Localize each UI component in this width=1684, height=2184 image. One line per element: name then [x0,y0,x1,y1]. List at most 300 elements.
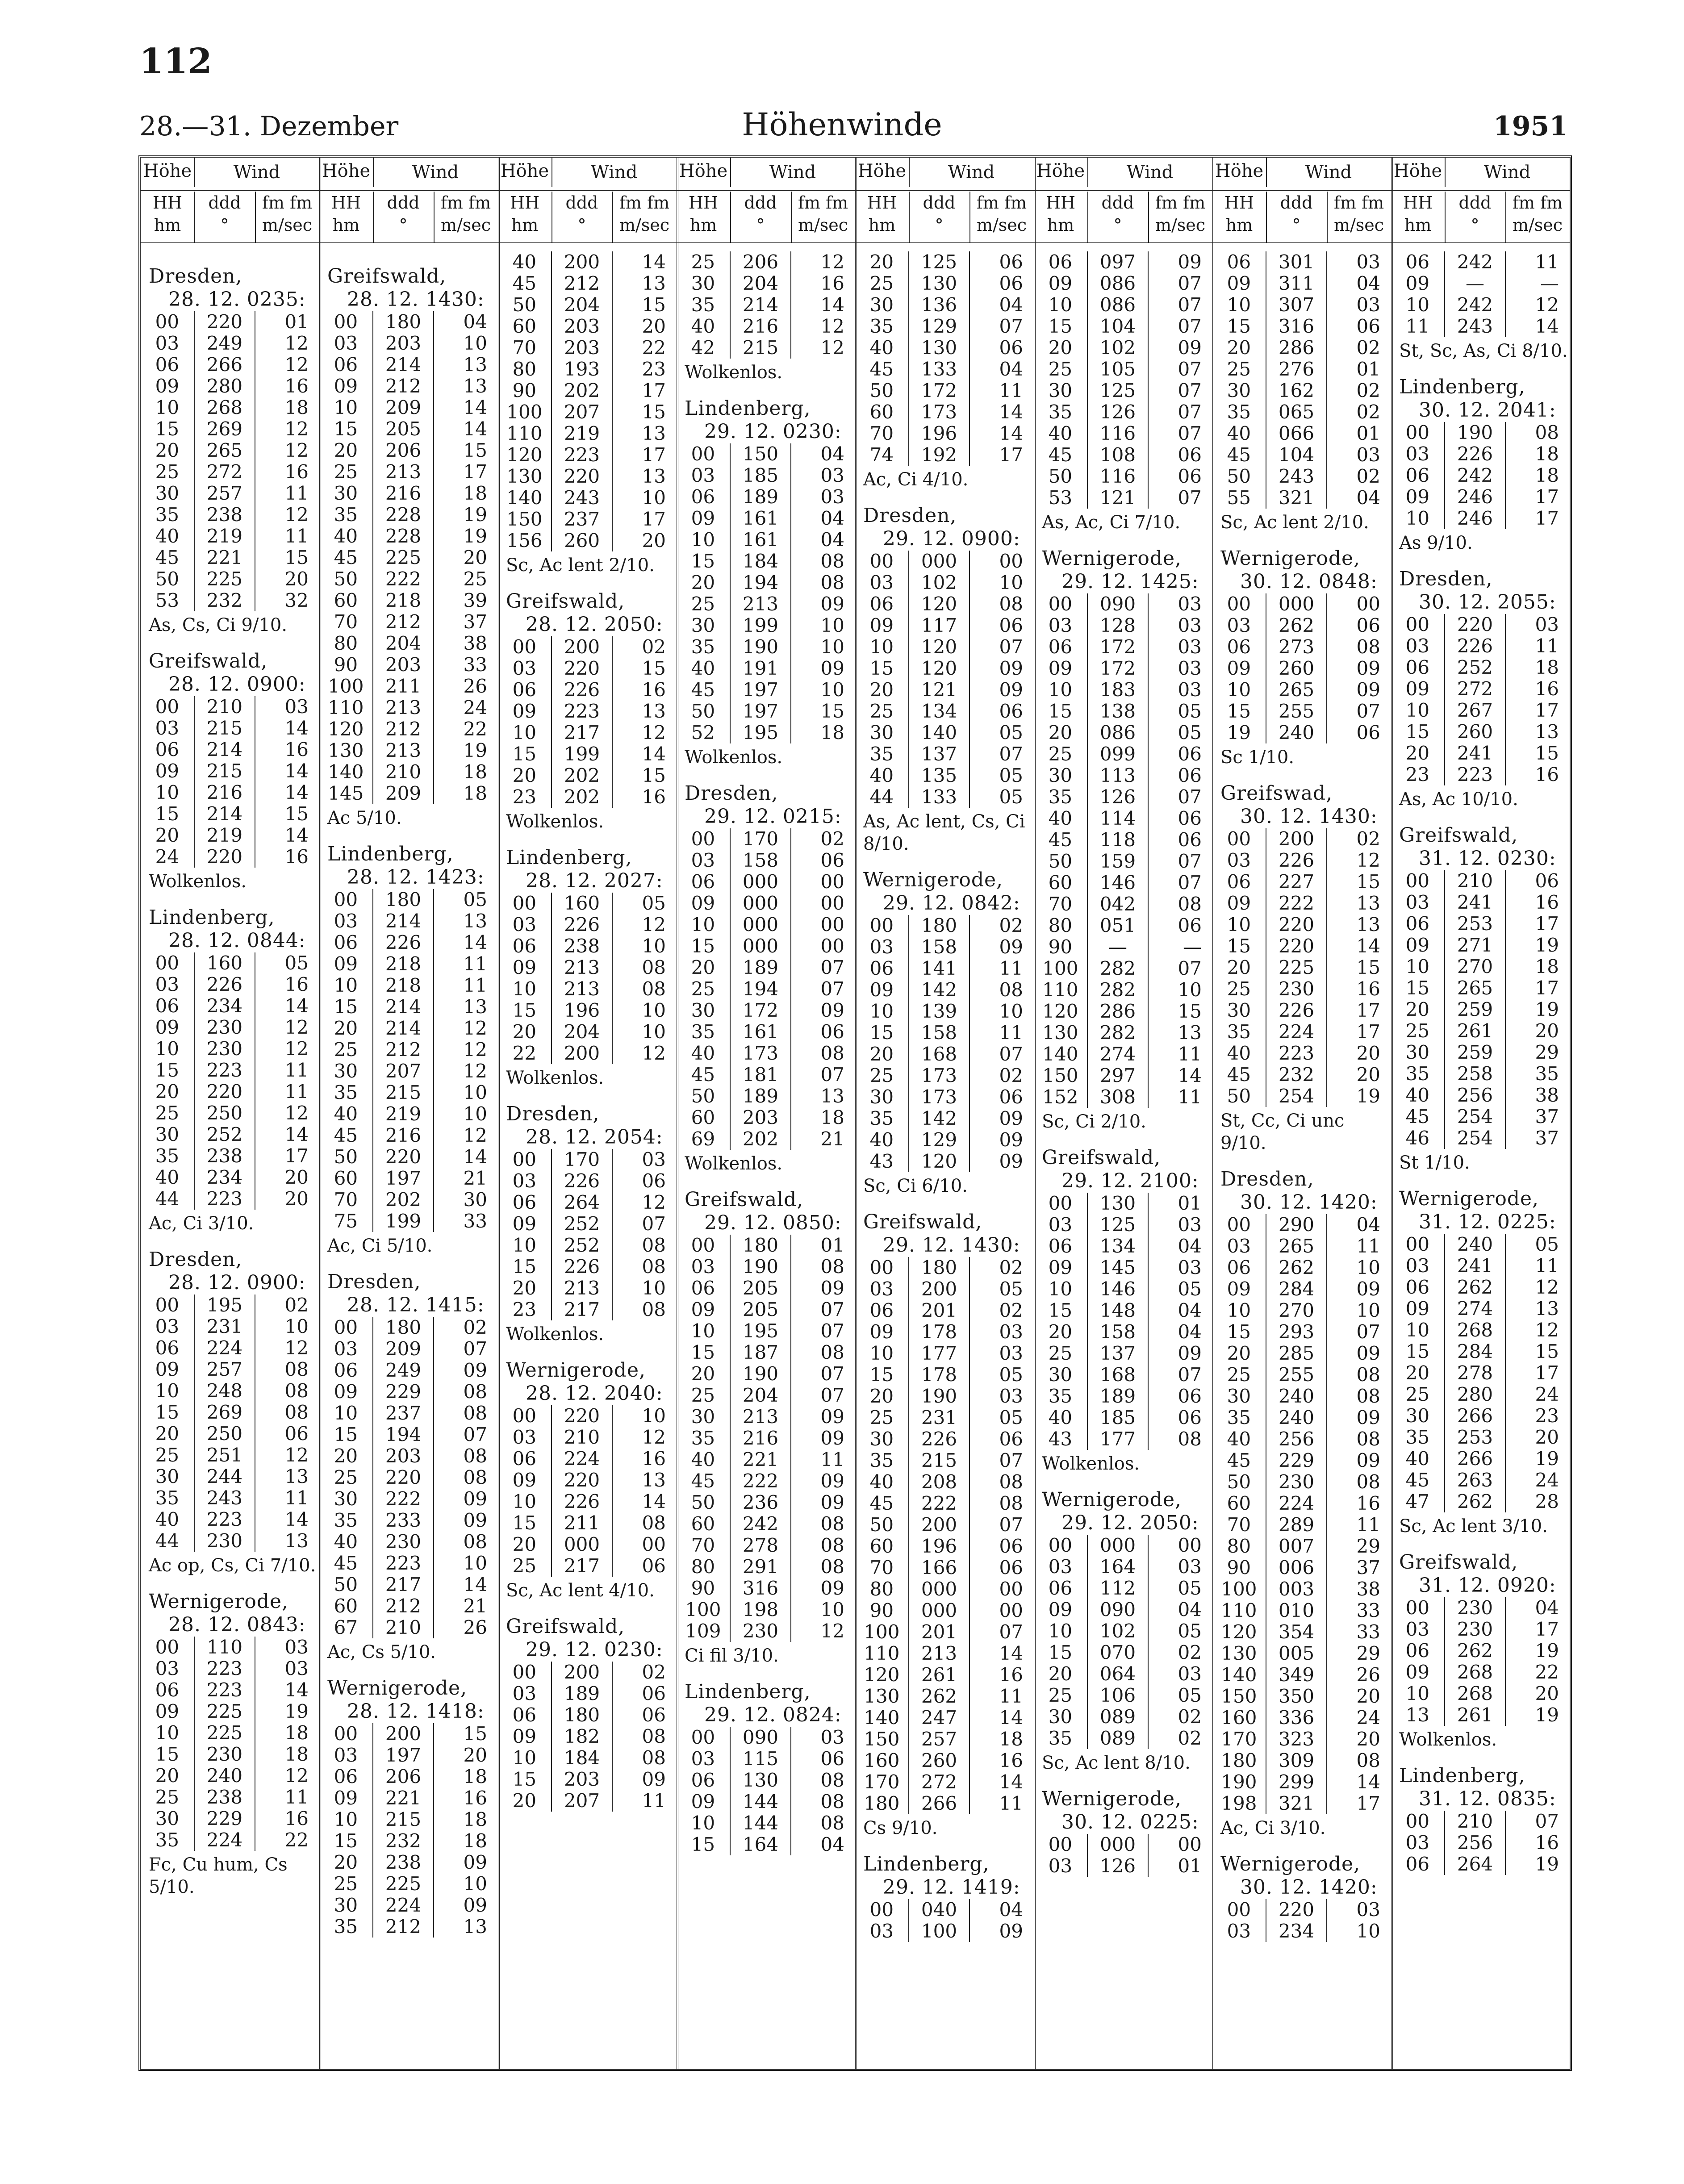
table-row [855,1686,1034,1707]
speed-cell: 08 [642,956,666,978]
speed-cell: 04 [1178,1299,1202,1321]
height-cell: 100 [1221,1578,1257,1600]
table-row [1212,1793,1391,1814]
direction-cell: 164 [730,1834,792,1855]
table-row [855,1044,1034,1065]
observation-time: 28. 12. 2054: [526,1126,663,1148]
direction-cell: 268 [1444,1320,1506,1341]
speed-cell: 20 [642,530,666,551]
cloud-note: Ac, Cs 5/10. [327,1642,436,1662]
height-cell: 30 [155,482,180,504]
direction-cell: 202 [551,380,613,401]
height-cell: 10 [1405,1683,1430,1704]
col-header-ms: m/sec [1333,215,1384,235]
speed-cell: 03 [999,1321,1023,1343]
height-cell: 120 [506,444,543,466]
year-header: 1951 [1493,111,1568,142]
table-row [855,1729,1034,1750]
table-row [677,1556,855,1578]
height-cell: 03 [1227,1920,1251,1942]
direction-cell: 158 [908,936,970,958]
table-row [1034,1706,1212,1728]
direction-cell: 010 [1266,1600,1328,1621]
sounding-block [1391,1764,1570,1875]
height-cell: 03 [869,572,894,593]
height-cell: 09 [155,375,180,397]
height-cell: 40 [1227,1428,1251,1450]
speed-cell: 09 [820,1470,844,1492]
table-row [141,1167,319,1188]
speed-cell: 09 [999,657,1023,679]
station-name: Dresden, [863,504,957,527]
speed-cell: 05 [1535,1233,1559,1255]
speed-cell: 19 [284,1700,309,1722]
table-row [1212,1750,1391,1771]
table-row [1034,1278,1212,1300]
table-row [1391,1063,1570,1085]
direction-cell: 148 [1087,1300,1149,1321]
observation-time: 31. 12. 0835: [1419,1787,1556,1810]
table-row [498,978,677,1000]
speed-cell: 12 [820,315,844,337]
speed-cell: 16 [463,1787,487,1809]
observation-time: 28. 12. 2027: [526,869,663,892]
speed-cell: 09 [820,1491,844,1513]
direction-cell: 210 [372,761,435,783]
direction-cell: 222 [372,1488,435,1510]
speed-cell: 09 [1356,1407,1380,1428]
height-cell: 15 [691,935,715,957]
direction-cell: 164 [1087,1556,1149,1578]
col-header-ms: m/sec [262,215,313,235]
speed-cell: 24 [463,697,487,718]
height-cell: 06 [691,1277,715,1299]
table-row [677,572,855,593]
direction-cell: 246 [1444,508,1506,529]
speed-cell: 14 [284,781,309,803]
height-cell: 70 [512,337,537,359]
speed-cell: 08 [1535,422,1559,443]
height-cell: 45 [155,547,180,568]
speed-cell: 02 [1356,401,1380,423]
table-row [855,359,1034,380]
direction-cell: 221 [372,1787,435,1809]
table-row [1034,359,1212,380]
table-row [1212,658,1391,679]
direction-cell: 215 [372,1809,435,1830]
speed-cell: 09 [1356,679,1380,701]
height-cell: 15 [334,996,358,1018]
height-cell: 10 [155,1038,180,1060]
table-row [855,1022,1034,1044]
observation-time: 28. 12. 0235: [168,288,306,311]
col-header-ms: m/sec [1512,215,1563,235]
cloud-note: St 1/10. [1399,1153,1470,1173]
table-row [319,1168,498,1189]
height-cell: 03 [334,910,358,932]
height-cell: 30 [691,614,715,636]
table-row [498,701,677,722]
height-cell: 50 [869,380,894,401]
speed-cell: 09 [820,593,844,615]
speed-cell: 16 [1356,1492,1380,1514]
direction-cell: 214 [194,739,256,760]
direction-cell: 223 [1266,1043,1328,1064]
height-cell: 10 [512,1491,537,1512]
table-row [1034,1257,1212,1278]
table-row [1034,1321,1212,1343]
col-header-wind: Wind [1483,162,1531,183]
cloud-note: As, Ac, Ci 7/10. [1042,512,1181,533]
speed-cell: 22 [463,718,487,740]
table-row [677,1406,855,1428]
table-row [1212,914,1391,935]
table-row [319,783,498,804]
speed-cell: 10 [1356,1299,1380,1321]
table-row [498,1470,677,1491]
table-row [319,1403,498,1424]
col-header-fm: fm fm [619,193,670,213]
table-row [498,487,677,509]
table-row [319,1146,498,1168]
direction-cell: 134 [908,701,970,722]
height-cell: 06 [1405,913,1430,935]
col-header-ddd: ddd [1101,193,1134,213]
table-row [855,615,1034,636]
sounding-block [141,906,319,1235]
height-cell: 60 [334,1167,358,1189]
direction-cell: 213 [908,1643,970,1664]
col-header-deg: ° [756,215,765,235]
speed-cell: 04 [1178,1235,1202,1257]
speed-cell: 08 [820,1534,844,1556]
height-cell: 00 [155,1636,180,1658]
table-row [1212,380,1391,401]
direction-cell: 262 [1266,615,1328,636]
table-row [141,397,319,418]
sounding-block [677,1188,855,1667]
height-cell: 15 [1227,315,1251,337]
direction-cell: 230 [1266,1471,1328,1493]
direction-cell: 230 [194,1038,256,1060]
height-cell: 45 [1227,1449,1251,1471]
speed-cell: 37 [1535,1106,1559,1127]
table-row [319,996,498,1018]
table-row [677,508,855,529]
speed-cell: 00 [820,871,844,893]
speed-cell: 11 [1356,1514,1380,1536]
sounding-block [1034,1488,1212,1774]
speed-cell: 07 [1178,850,1202,872]
speed-cell: 06 [999,272,1023,294]
speed-cell: 18 [1535,443,1559,465]
table-row [1212,1364,1391,1386]
direction-cell: 205 [372,418,435,440]
speed-cell: 14 [820,294,844,316]
height-cell: 30 [1227,1385,1251,1407]
speed-cell: 13 [463,354,487,376]
speed-cell: 10 [642,1405,666,1427]
speed-cell: 00 [1178,1534,1202,1556]
speed-cell: 09 [1356,1278,1380,1300]
table-row [141,568,319,590]
speed-cell: 14 [463,418,487,440]
height-cell: 20 [155,1081,180,1102]
direction-cell: 042 [1087,894,1149,915]
height-cell: 09 [1405,272,1430,294]
height-cell: 43 [869,1150,894,1172]
height-cell: 160 [864,1750,900,1771]
speed-cell: 16 [284,375,309,397]
direction-cell: 158 [1087,1321,1149,1343]
speed-cell: 16 [284,973,309,995]
direction-cell: 178 [908,1364,970,1386]
speed-cell: 10 [284,1315,309,1337]
cloud-note: Cs 9/10. [863,1818,938,1838]
table-row [677,1834,855,1855]
height-cell: 50 [1227,1085,1251,1107]
speed-cell: 06 [642,1555,666,1577]
speed-cell: 09 [463,1488,487,1510]
table-row [855,1108,1034,1129]
direction-cell: 316 [1266,316,1328,337]
direction-cell: 212 [372,718,435,740]
speed-cell: 05 [1178,700,1202,722]
table-row [677,1748,855,1770]
direction-cell: 196 [908,423,970,444]
height-cell: 70 [691,1534,715,1556]
direction-cell: 218 [372,953,435,975]
height-cell: 06 [334,931,358,953]
col-header-hoehe: Höhe [1034,158,1088,187]
observation-time: 30. 12. 1430: [1240,805,1378,828]
speed-cell: 00 [999,1599,1023,1621]
direction-cell: 264 [551,1192,613,1213]
table-row [1391,977,1570,999]
table-row [141,1445,319,1466]
height-cell: 10 [1227,294,1251,316]
direction-cell: 224 [1266,1021,1328,1043]
direction-cell: 257 [194,1359,256,1380]
direction-cell: 241 [1444,1255,1506,1277]
direction-cell: 097 [1087,251,1149,273]
direction-cell: 203 [730,1107,792,1128]
direction-cell: 212 [372,1916,435,1938]
direction-cell: 170 [730,828,792,850]
table-row [1034,487,1212,509]
sounding-block [1391,376,1570,554]
speed-cell: 08 [820,1042,844,1064]
table-row [1391,1683,1570,1704]
speed-cell: 14 [999,1771,1023,1793]
table-row [319,1338,498,1360]
table-row [855,1321,1034,1343]
direction-cell: 199 [551,743,613,765]
table-row [677,1791,855,1812]
table-row [1034,316,1212,337]
direction-cell: 213 [551,957,613,978]
table-column [1034,158,1212,2069]
table-row [1212,294,1391,316]
height-cell: 00 [512,1405,537,1427]
sounding-block [677,782,855,1175]
table-row [498,1555,677,1577]
height-cell: 06 [155,1679,180,1701]
speed-cell: 04 [999,358,1023,380]
table-row [319,1745,498,1766]
col-header-hh: HH [867,193,897,213]
table-row [141,1295,319,1316]
height-cell: 09 [155,1016,180,1038]
direction-cell: 210 [194,696,256,718]
sounding-block [141,265,319,636]
direction-cell: 227 [1266,871,1328,893]
height-cell: 03 [1227,614,1251,636]
height-cell: 35 [334,1916,358,1938]
table-row [1034,936,1212,958]
direction-cell: 272 [194,461,256,483]
speed-cell: 11 [1535,635,1559,657]
height-cell: 130 [328,739,364,761]
direction-cell: 172 [1087,658,1149,679]
direction-cell: 282 [1087,958,1149,979]
speed-cell: 10 [642,935,666,957]
height-cell: 06 [334,1359,358,1381]
direction-cell: 113 [1087,765,1149,786]
station-name: Lindenberg, [1399,1764,1525,1787]
table-row [319,697,498,718]
direction-cell: 238 [194,1145,256,1167]
cloud-note: Sc 1/10. [1220,747,1295,768]
table-row [1212,1493,1391,1514]
speed-cell: 13 [642,700,666,722]
speed-cell: 07 [1178,401,1202,423]
height-cell: 80 [512,358,537,380]
col-header-ms: m/sec [798,215,848,235]
sounding-block [141,650,319,893]
observation-time: 29. 12. 0850: [704,1211,842,1234]
speed-cell: 06 [999,1428,1023,1450]
direction-cell: 200 [372,1723,435,1745]
speed-cell: 15 [820,700,844,722]
height-cell: 10 [691,529,715,551]
speed-cell: 08 [1356,1750,1380,1771]
height-cell: 06 [691,486,715,508]
table-column [319,158,498,2069]
column-rule [1212,158,1214,2069]
speed-cell: 03 [1178,657,1202,679]
table-column [1212,158,1391,2069]
speed-cell: 13 [1535,1298,1559,1320]
table-row [1212,1278,1391,1300]
direction-cell: 145 [1087,1257,1149,1278]
speed-cell: 14 [1356,1771,1380,1793]
table-row [1391,999,1570,1020]
height-cell: 80 [869,1578,894,1600]
speed-cell: 02 [999,915,1023,936]
speed-cell: 23 [642,358,666,380]
direction-cell: 256 [1444,1085,1506,1106]
direction-cell: 234 [194,1167,256,1188]
speed-cell: 04 [463,311,487,333]
direction-cell: 142 [908,1108,970,1129]
height-cell: 06 [869,1299,894,1321]
direction-cell: 206 [372,1766,435,1787]
height-cell: 06 [869,957,894,979]
direction-cell: 307 [1266,294,1328,316]
height-cell: 50 [691,700,715,722]
speed-cell: 12 [284,504,309,526]
table-row [855,1450,1034,1471]
direction-cell: 064 [1087,1663,1149,1685]
direction-cell: 261 [1444,1020,1506,1042]
height-cell: 15 [334,1424,358,1445]
direction-cell: 215 [194,718,256,739]
speed-cell: 00 [999,1578,1023,1600]
table-row [498,251,677,273]
direction-cell: 129 [908,1129,970,1151]
direction-cell: 212 [372,1039,435,1061]
table-row [855,401,1034,423]
speed-cell: 08 [642,1747,666,1769]
direction-cell: 203 [372,1445,435,1467]
table-row [141,1637,319,1658]
direction-cell: 215 [194,760,256,782]
direction-cell: 299 [1266,1771,1328,1793]
speed-cell: 29 [1356,1642,1380,1664]
height-cell: 150 [506,508,543,530]
height-cell: 03 [1405,1832,1430,1854]
direction-cell: 207 [372,1061,435,1082]
direction-cell: 234 [1266,1921,1328,1942]
height-cell: 90 [334,654,358,676]
column-body [1034,251,1212,1885]
direction-cell: 204 [551,294,613,316]
height-cell: 35 [869,1449,894,1471]
sounding-block [319,1270,498,1663]
height-cell: 25 [869,1407,894,1428]
speed-cell: 12 [284,1765,309,1787]
direction-cell: 200 [551,1662,613,1683]
sounding-block [1212,1853,1391,1942]
direction-cell: 104 [1087,316,1149,337]
table-row [677,1812,855,1834]
height-cell: 180 [1221,1750,1257,1771]
height-cell: 20 [512,764,537,786]
table-row [855,316,1034,337]
speed-cell: 06 [820,849,844,871]
table-row [1212,1514,1391,1536]
table-row [498,423,677,444]
speed-cell: 19 [1535,934,1559,956]
speed-cell: 03 [1178,593,1202,615]
table-row [498,1512,677,1534]
height-cell: 03 [1227,1235,1251,1257]
speed-cell: 08 [284,1401,309,1423]
table-row [1391,1448,1570,1470]
speed-cell: 16 [999,1664,1023,1686]
speed-cell: 16 [820,272,844,294]
table-row [855,1771,1034,1793]
speed-cell: 16 [284,846,309,868]
table-row [141,696,319,718]
speed-cell: 06 [1178,807,1202,829]
table-row [319,354,498,376]
table-row [677,316,855,337]
table-row [498,1427,677,1448]
cloud-note: Sc, Ci 2/10. [1042,1111,1146,1132]
direction-cell: 216 [730,1428,792,1449]
